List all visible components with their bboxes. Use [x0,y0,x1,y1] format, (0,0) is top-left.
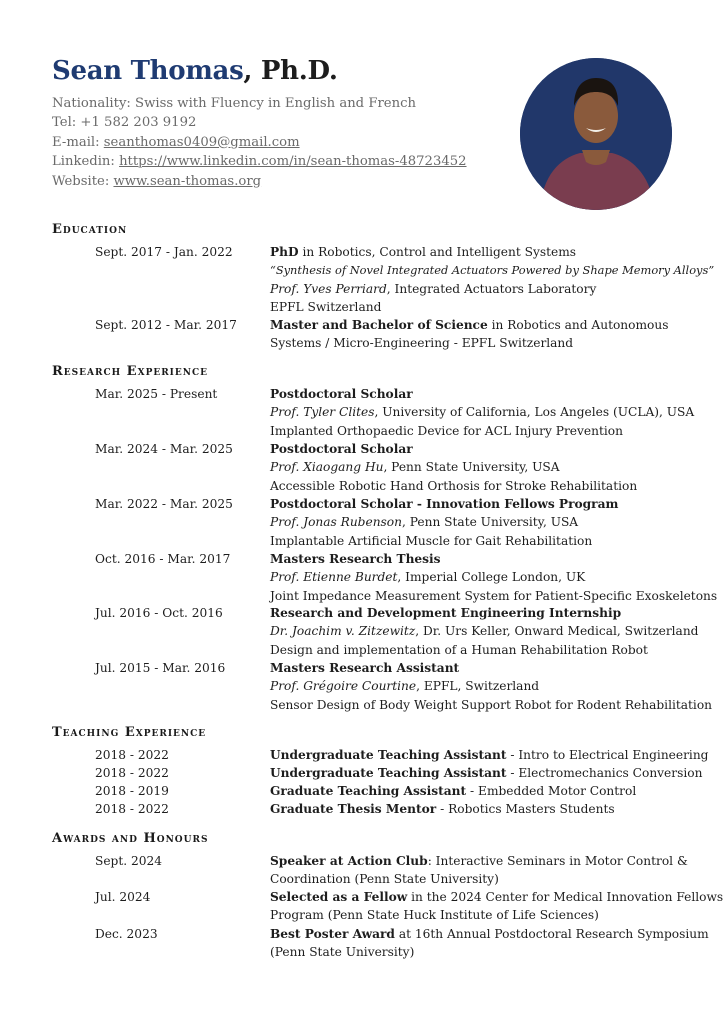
linkedin-label: Linkedin: [52,154,120,170]
entry-date: Mar. 2024 - Mar. 2025 [95,442,233,456]
course: - Embedded Motor Control [466,784,637,798]
affiliation: , Dr. Urs Keller, Onward Medical, Switzerland [415,624,699,639]
affiliation: , Imperial College London, UK [397,570,586,585]
entry-body [270,852,688,889]
entry-date: Mar. 2025 - Present [95,387,218,401]
project-description: Joint Impedance Measurement System for Patient-Specific Exoskeletons [270,588,718,603]
entry-body [270,782,680,800]
project-description: Accessible Robotic Hand Orthosis for Stroke Rehabilitation [270,478,638,493]
position-title: Postdoctoral Scholar [270,387,413,401]
website-line [52,172,467,191]
project-description: Design and implementation of a Human Rehabilitation Robot [270,642,648,657]
section-title-teaching: Teaching Experience [52,725,207,740]
course: - Intro to Electrical Engineering [506,748,709,762]
affiliation: , EPFL, Switzerland [416,679,540,694]
linkedin-line [52,152,467,171]
entry-date: Jul. 2015 - Mar. 2016 [95,661,226,675]
institution: EPFL Switzerland [270,299,382,314]
course: - Robotics Masters Students [436,802,615,816]
degree: Master and Bachelor of Science [270,318,488,332]
entry-body [270,925,709,962]
entry-date: 2018 - 2022 [95,802,169,816]
project-description: Implantable Artificial Muscle for Gait Rehabilitation [270,533,593,548]
entry-body [270,800,680,818]
contact-block [52,94,467,191]
advisor: Prof. Yves Perriard [270,281,387,296]
nationality: Nationality: Swiss with Fluency in English and French [52,96,416,111]
award-detail-continued: (Penn State University) [270,945,415,960]
entry-body [270,385,695,440]
telephone: Tel: +1 582 203 9192 [52,115,197,131]
entry-date: Sept. 2024 [95,854,163,868]
degree-detail: Systems / Micro-Engineering - EPFL Switzerland [270,336,574,351]
avatar [520,58,672,210]
affiliation: , Penn State University, USA [383,460,560,475]
supervisor: Prof. Xiaogang Hu [270,460,384,475]
section-title-research: Research Experience [52,364,208,379]
degree-field: in Robotics and Autonomous [487,318,669,332]
award-detail: in the 2024 Center for Medical Innovation Fellows [407,890,724,904]
award-detail-continued: Program (Penn State Huck Institute of Life Sciences) [270,908,599,923]
portrait-illustration [520,58,672,210]
entry-body [270,316,680,353]
project-description: Implanted Orthopaedic Device for ACL Injury Prevention [270,423,623,438]
entry-date: 2018 - 2022 [95,748,169,762]
project-description: Sensor Design of Body Weight Support Robot for Rodent Rehabilitation [270,697,713,712]
degree: PhD [270,245,299,259]
entry-date: 2018 - 2022 [95,766,169,780]
name-text: Sean Thomas [52,56,244,86]
position-title: Masters Research Assistant [270,661,460,675]
entry-body [270,604,699,659]
degree-field: in Robotics, Control and Intelligent Systems [298,245,577,259]
award-detail: : Interactive Seminars in Motor Control & [427,854,688,868]
entry-body [270,764,703,782]
entry-date: Sept. 2017 - Jan. 2022 [95,245,233,259]
award-detail-continued: Coordination (Penn State University) [270,872,499,887]
entry-date: Sept. 2012 - Mar. 2017 [95,318,237,332]
website-label: Website: [52,173,114,189]
role: Graduate Teaching Assistant [270,784,467,798]
supervisor: Dr. Joachim v. Zitzewitz [270,624,416,639]
award-title: Selected as a Fellow [270,890,408,904]
award-title: Speaker at Action Club [270,854,428,868]
email-line [52,133,467,152]
supervisor: Prof. Etienne Burdet [270,570,398,585]
supervisor: Prof. Grégoire Courtine [270,679,417,694]
entry-body [270,495,680,550]
position-title: Research and Development Engineering Internship [270,606,622,620]
position-title: Postdoctoral Scholar [270,442,413,456]
position-title: Postdoctoral Scholar - Innovation Fellows Program [270,497,619,511]
name-suffix: , Ph.D. [243,56,338,86]
award-title: Best Poster Award [270,927,395,941]
website-link[interactable]: www.sean-thomas.org [113,173,262,189]
entry-date: Jul. 2024 [95,890,151,904]
linkedin-link[interactable]: https://www.linkedin.com/in/sean-thomas-48723452 [119,154,467,170]
course: - Electromechanics Conversion [506,766,703,780]
entry-date: Jul. 2016 - Oct. 2016 [95,606,223,620]
supervisor: Prof. Jonas Rubenson [270,515,402,530]
entry-body [270,243,715,316]
thesis-title: “Synthesis of Novel Integrated Actuators Powered by Shape Memory Alloys” [270,263,715,278]
affiliation: , University of California, Los Angeles (UCLA), USA [374,405,695,420]
role: Graduate Thesis Mentor [270,802,437,816]
entry-body [270,659,713,714]
entry-date: Oct. 2016 - Mar. 2017 [95,552,231,566]
role: Undergraduate Teaching Assistant [270,748,507,762]
role: Undergraduate Teaching Assistant [270,766,507,780]
entry-body [270,888,724,925]
section-title-education: Education [52,222,128,237]
entry-date: Mar. 2022 - Mar. 2025 [95,497,233,511]
entry-body [270,550,718,605]
entry-date: Dec. 2023 [95,927,158,941]
affiliation: , Penn State University, USA [402,515,579,530]
entry-body [270,746,709,764]
email-link[interactable]: seanthomas0409@gmail.com [103,134,300,150]
email-label: E-mail: [52,134,104,150]
position-title: Masters Research Thesis [270,552,441,566]
award-detail: at 16th Annual Postdoctoral Research Symposium [394,927,709,941]
entry-date: 2018 - 2019 [95,784,169,798]
supervisor: Prof. Tyler Clites [270,405,375,420]
section-title-awards: Awards and Honours [52,831,209,846]
lab: , Integrated Actuators Laboratory [386,281,597,296]
person-name [52,56,338,86]
entry-body [270,440,680,495]
